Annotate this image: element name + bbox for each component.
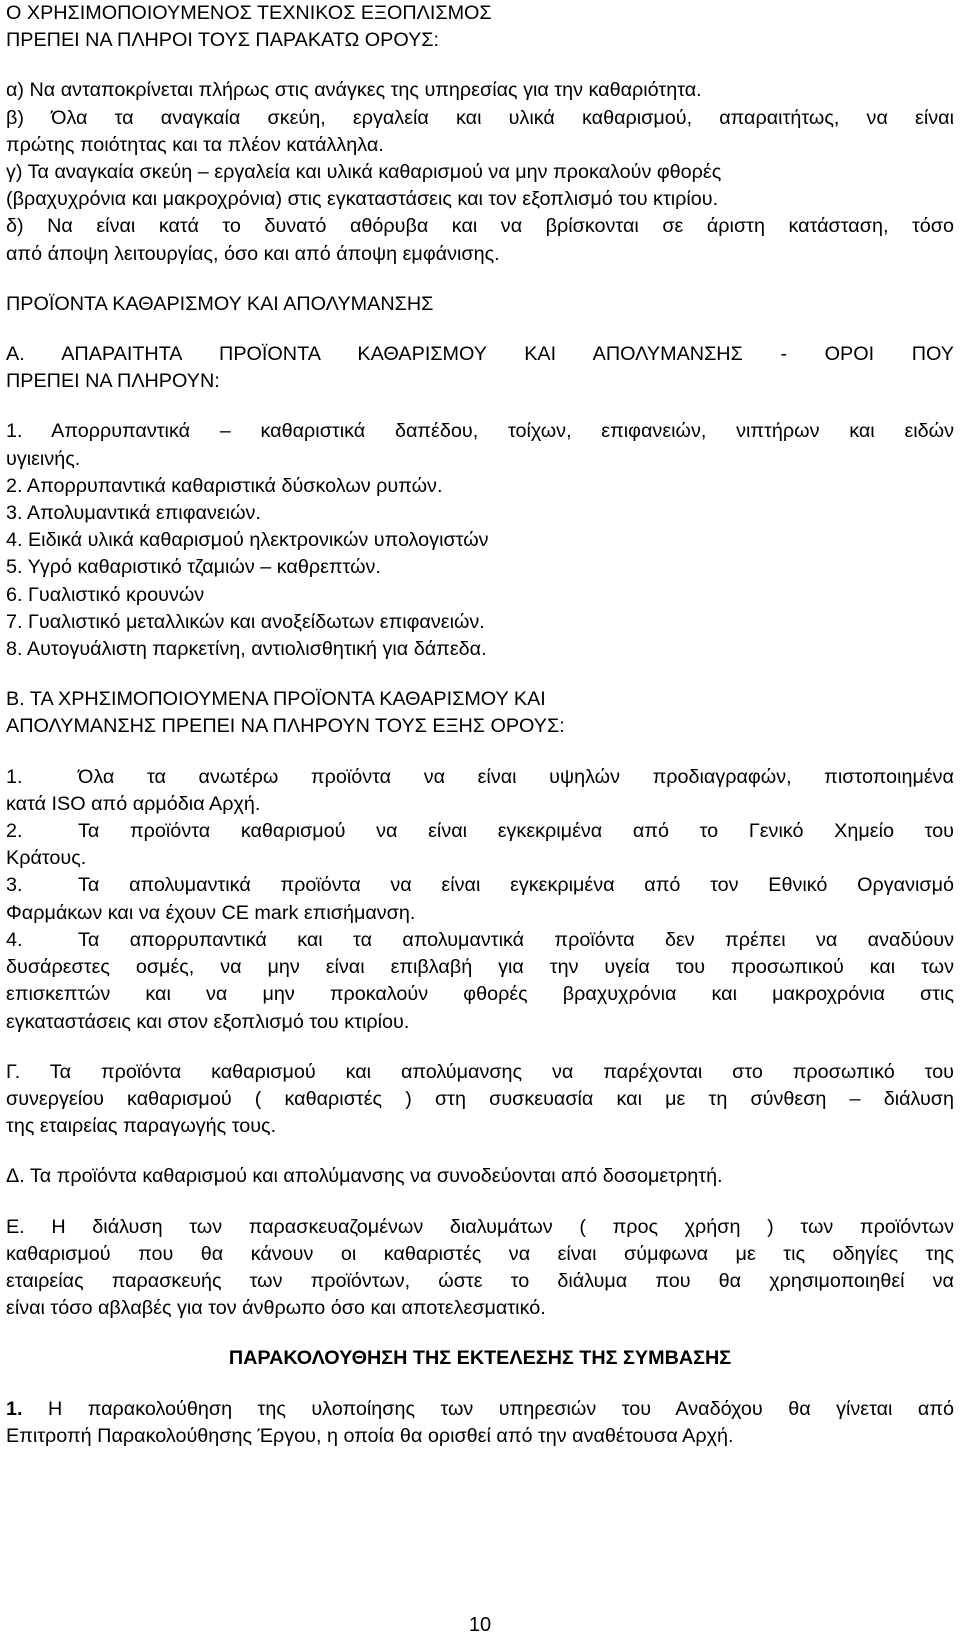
equipment-heading-line1: Ο ΧΡΗΣΙΜΟΠΟΙΟΥΜΕΝΟΣ ΤΕΧΝΙΚΟΣ ΕΞΟΠΛΙΣΜΟΣ: [6, 2, 492, 24]
section-b-item-4-line2: δυσάρεστες οσμές, να μην είναι επιβλαβή για την υγεία του προσωπικού και των: [6, 956, 954, 979]
item-text: Η παρακολούθηση της υλοποίησης των υπηρεσιών του Αναδόχου θα γίνεται από: [22, 1397, 954, 1420]
section-g-line1: Γ. Τα προϊόντα καθαρισμού και απολύμανσης να παρέχονται στο προσωπικό του: [6, 1060, 954, 1083]
section-a-item: 3. Απολυμαντικά επιφανειών.: [6, 502, 261, 525]
monitoring-item-1-line1: [6, 1396, 954, 1423]
section-e-line4: είναι τόσο αβλαβές για τον άνθρωπο όσο και αποτελεσματικό.: [6, 1297, 546, 1320]
section-a-item-1-line1: 1. Απορρυπαντικά – καθαριστικά δαπέδου, τοίχων, επιφανειών, νιπτήρων και ειδών: [6, 420, 954, 443]
section-a-item-1-line2: υγιεινής.: [6, 447, 81, 470]
section-a-title-line1: Α. ΑΠΑΡΑΙΤΗΤΑ ΠΡΟΪΟΝΤΑ ΚΑΘΑΡΙΣΜΟΥ ΚΑΙ ΑΠΟΛΥΜΑΝΣΗΣ - ΟΡΟΙ ΠΟΥ: [6, 343, 954, 366]
section-a-item: 6. Γυαλιστικό κρουνών: [6, 583, 205, 606]
section-b-item-3-line2: Φαρμάκων και να έχουν CE mark επισήμανση.: [6, 901, 416, 924]
section-b-item-1-line1: [6, 764, 954, 791]
item-number: 3.: [6, 874, 23, 897]
item-number: 1.: [6, 1397, 23, 1420]
item-text: Όλα τα ανωτέρω προϊόντα να είναι υψηλών προδιαγραφών, πιστοποιημένα: [78, 765, 954, 788]
section-b-item-4-line1: [6, 927, 954, 954]
item-number: 2.: [6, 820, 23, 843]
section-b-item-3-line1: [6, 872, 954, 899]
document-page: [6, 0, 954, 1450]
section-d-line1: Δ. Τα προϊόντα καθαρισμού και απολύμανσης να συνοδεύονται από δοσομετρητή.: [6, 1165, 723, 1188]
section-b-item-4-line3: επισκεπτών και να μην προκαλούν φθορές βραχυχρόνια και μακροχρόνια στις: [6, 983, 954, 1006]
item-number: 4.: [6, 928, 23, 951]
products-title: ΠΡΟΪΟΝΤΑ ΚΑΘΑΡΙΣΜΟΥ ΚΑΙ ΑΠΟΛΥΜΑΝΣΗΣ: [6, 292, 434, 315]
section-a-item: 4. Ειδικά υλικά καθαρισμού ηλεκτρονικών υπολογιστών: [6, 529, 489, 552]
condition-a: α) Να ανταποκρίνεται πλήρως στις ανάγκες της υπηρεσίας για την καθαριότητα.: [6, 79, 702, 102]
section-e-line1: Ε. Η διάλυση των παρασκευαζομένων διαλυμάτων ( προς χρήση ) των προϊόντων: [6, 1215, 954, 1238]
item-number: 1.: [6, 765, 23, 788]
item-text: Τα απολυμαντικά προϊόντα να είναι εγκεκριμένα από τον Εθνικό Οργανισμό: [78, 874, 954, 897]
section-b-title-line1: Β. ΤΑ ΧΡΗΣΙΜΟΠΟΙΟΥΜΕΝΑ ΠΡΟΪΟΝΤΑ ΚΑΘΑΡΙΣΜΟΥ ΚΑΙ: [6, 688, 546, 711]
condition-d-line2: από άποψη λειτουργίας, όσο και από άποψη εμφάνισης.: [6, 242, 500, 265]
condition-d-line1: δ) Να είναι κατά το δυνατό αθόρυβα και να βρίσκονται σε άριστη κατάσταση, τόσο: [6, 215, 954, 238]
section-g-line2: συνεργείου καθαρισμού ( καθαριστές ) στη συσκευασία και με τη σύνθεση – διάλυση: [6, 1087, 954, 1110]
section-a-item: 8. Αυτογυάλιστη παρκετίνη, αντιολισθητική για δάπεδα.: [6, 638, 487, 661]
section-a-item: 5. Υγρό καθαριστικό τζαμιών – καθρεπτών.: [6, 556, 381, 579]
monitoring-title: ΠΑΡΑΚΟΛΟΥΘΗΣΗ ΤΗΣ ΕΚΤΕΛΕΣΗΣ ΤΗΣ ΣΥΜΒΑΣΗΣ: [228, 1347, 732, 1370]
condition-b-line1: β) Όλα τα αναγκαία σκεύη, εργαλεία και υλικά καθαρισμού, απαραιτήτως, να είναι: [6, 106, 954, 129]
section-a-item: 7. Γυαλιστικό μεταλλικών και ανοξείδωτων επιφανειών.: [6, 610, 485, 633]
section-e-line3: εταιρείας παρασκευής των προϊόντων, ώστε το διάλυμα που θα χρησιμοποιηθεί να: [6, 1269, 954, 1292]
section-a-title-line2: ΠΡΕΠΕΙ ΝΑ ΠΛΗΡΟΥΝ:: [6, 370, 220, 393]
condition-b-line2: πρώτης ποιότητας και τα πλέον κατάλληλα.: [6, 133, 384, 156]
condition-c-line1: γ) Τα αναγκαία σκεύη – εργαλεία και υλικά καθαρισμού να μην προκαλούν φθορές: [6, 161, 722, 184]
section-b-item-4-line4: εγκαταστάσεις και στον εξοπλισμό του κτιρίου.: [6, 1010, 410, 1033]
section-a-item: 2. Απορρυπαντικά καθαριστικά δύσκολων ρυπών.: [6, 474, 443, 497]
section-b-item-2-line1: [6, 818, 954, 845]
monitoring-item-1-line2: Επιτροπή Παρακολούθησης Έργου, η οποία θα ορισθεί από την αναθέτουσα Αρχή.: [6, 1424, 734, 1447]
condition-c-line2: (βραχυχρόνια και μακροχρόνια) στις εγκαταστάσεις και τον εξοπλισμό του κτιρίου.: [6, 188, 719, 211]
section-b-item-1-line2: κατά ISO από αρμόδια Αρχή.: [6, 792, 261, 815]
page-number: 10: [468, 1614, 492, 1636]
section-b-item-2-line2: Κράτους.: [6, 847, 87, 870]
section-e-line2: καθαρισμού που θα κάνουν οι καθαριστές να είναι σύμφωνα με τις οδηγίες της: [6, 1242, 954, 1265]
item-text: Τα προϊόντα καθαρισμού να είναι εγκεκριμένα από το Γενικό Χημείο του: [78, 820, 954, 843]
item-text: Τα απορρυπαντικά και τα απολυμαντικά προϊόντα δεν πρέπει να αναδύουν: [78, 928, 954, 951]
equipment-heading-line2: ΠΡΕΠΕΙ ΝΑ ΠΛΗΡΟΙ ΤΟΥΣ ΠΑΡΑΚΑΤΩ ΟΡΟΥΣ:: [6, 29, 439, 52]
section-b-title-line2: ΑΠΟΛΥΜΑΝΣΗΣ ΠΡΕΠΕΙ ΝΑ ΠΛΗΡΟΥΝ ΤΟΥΣ ΕΞΗΣ ΟΡΟΥΣ:: [6, 715, 565, 738]
section-g-line3: της εταιρείας παραγωγής τους.: [6, 1115, 277, 1138]
